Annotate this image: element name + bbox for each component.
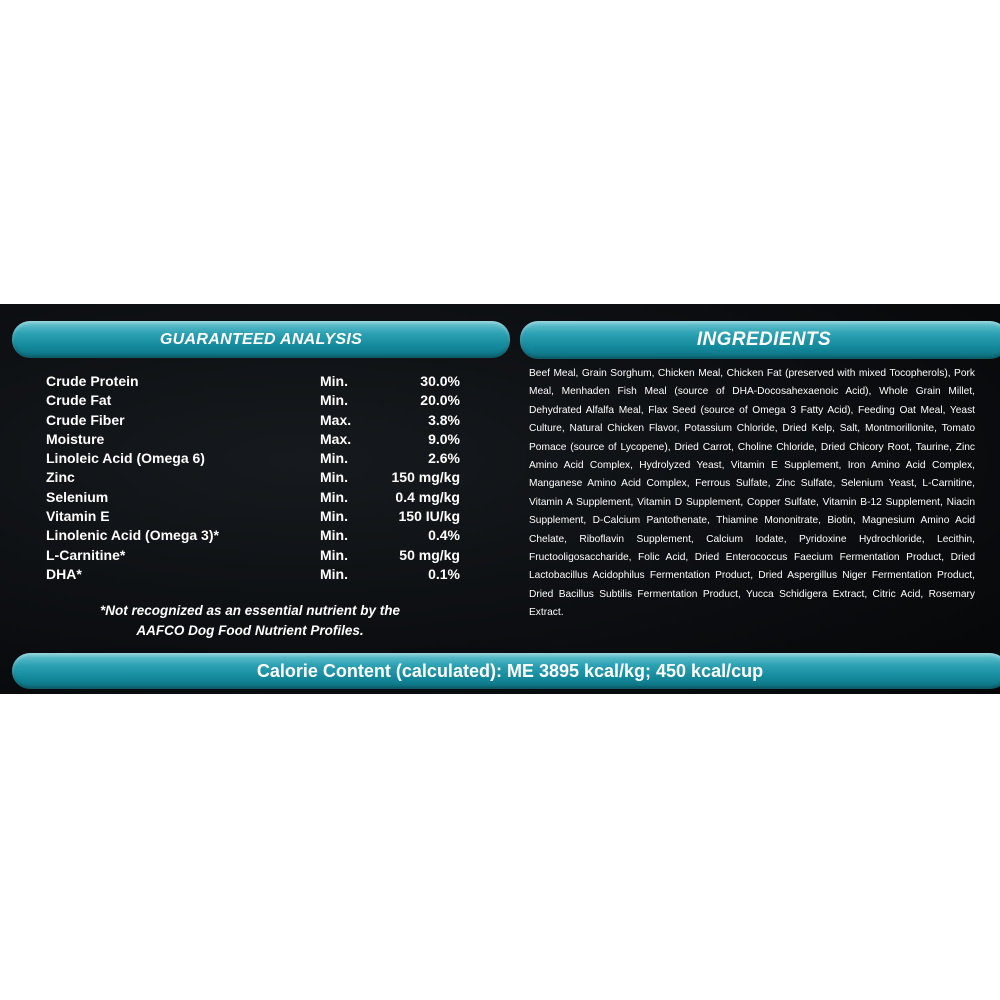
- nutrient-value: 0.1%: [428, 565, 460, 582]
- analysis-row: [46, 391, 466, 410]
- analysis-row: [46, 468, 466, 487]
- analysis-row: [46, 372, 466, 391]
- nutrient-value: 30.0%: [420, 373, 460, 389]
- nutrient-limit: Min.: [320, 508, 348, 525]
- analysis-row: [46, 488, 466, 507]
- nutrient-limit: Min.: [320, 488, 348, 505]
- nutrient-limit: Min.: [320, 373, 348, 389]
- analysis-row: [46, 430, 466, 449]
- nutrient-limit: Min.: [320, 565, 348, 582]
- analysis-row: [46, 546, 466, 565]
- nutrient-limit: Max.: [320, 411, 352, 428]
- ingredients-header: INGREDIENTS: [520, 321, 1000, 359]
- guaranteed-analysis-header: GUARANTEED ANALYSIS: [12, 321, 510, 358]
- analysis-row: [46, 565, 466, 584]
- aafco-footnote: *Not recognized as an essential nutrient by the AAFCO Dog Food Nutrient Profiles.: [99, 603, 401, 638]
- nutrient-name: Linoleic Acid (Omega 6): [46, 450, 205, 467]
- nutrient-value: 150 mg/kg: [391, 469, 460, 486]
- analysis-row: [46, 507, 466, 526]
- analysis-row: [46, 449, 466, 468]
- nutrient-value: 2.6%: [428, 450, 460, 467]
- nutrient-name: Crude Fiber: [46, 411, 125, 428]
- nutrient-value: 0.4%: [428, 527, 460, 544]
- nutrient-limit: Max.: [320, 430, 352, 447]
- nutrient-name: Moisture: [46, 430, 105, 447]
- nutrient-value: 0.4 mg/kg: [395, 488, 460, 505]
- analysis-row: [46, 411, 466, 430]
- nutrient-name: Crude Protein: [46, 373, 139, 389]
- nutrient-name: Selenium: [46, 488, 109, 505]
- nutrient-limit: Min.: [320, 469, 348, 486]
- nutrient-value: 20.0%: [420, 392, 460, 409]
- nutrient-name: Linolenic Acid (Omega 3)*: [46, 527, 219, 544]
- nutrient-name: L-Carnitine*: [46, 546, 126, 563]
- analysis-row: [46, 526, 466, 545]
- nutrient-value: 150 IU/kg: [398, 508, 460, 525]
- nutrient-value: 3.8%: [428, 411, 460, 428]
- nutrient-limit: Min.: [320, 450, 348, 467]
- calorie-content-banner: Calorie Content (calculated): ME 3895 kcal/kg; 450 kcal/cup: [12, 653, 1000, 689]
- nutrient-value: 50 mg/kg: [399, 546, 460, 563]
- nutrient-limit: Min.: [320, 392, 348, 409]
- nutrient-name: Zinc: [46, 469, 75, 486]
- nutrition-label-panel: [0, 304, 1000, 694]
- nutrient-limit: Min.: [320, 546, 348, 563]
- nutrient-name: Vitamin E: [46, 508, 110, 525]
- nutrient-value: 9.0%: [428, 430, 460, 447]
- nutrient-name: Crude Fat: [46, 392, 112, 409]
- nutrient-name: DHA*: [46, 565, 82, 582]
- guaranteed-analysis-table: [46, 372, 466, 584]
- nutrient-limit: Min.: [320, 527, 348, 544]
- ingredients-list: Beef Meal, Grain Sorghum, Chicken Meal, Chicken Fat (preserved with mixed Tocopherols), Pork Meal, Menhaden Fish Meal (source of DHA-Docosahexaenoic Acid), Whole Grain Millet, Dehydrated Alfalfa Meal, Flax Seed (source of Omega 3 Fatty Acid), Feeding Oat Meal, Yeast Culture, Natural Chicken Flavor, Potassium Chloride, Dried Kelp, Salt, Montmorillonite, Tomato Pomace (source of Lycopene), Dried Carrot, Choline Chloride, Dried Chicory Root, Taurine, Zinc Amino Acid Complex, Hydrolyzed Yeast, Vitamin E Supplement, Iron Amino Acid Complex, Manganese Amino Acid Complex, Ferrous Sulfate, Zinc Sulfate, Selenium Yeast, L-Carnitine, Vitamin A Supplement, Vitamin D Supplement, Copper Sulfate, Vitamin B-12 Supplement, Niacin Supplement, D-Calcium Pantothenate, Thiamine Mononitrate, Biotin, Magnesium Amino Acid Chelate, Riboflavin Supplement, Calcium Iodate, Pyridoxine Hydrochloride, Lecithin, Fructooligosaccharide, Folic Acid, Dried Enterococcus Faecium Fermentation Product, Dried Lactobacillus Acidophilus Fermentation Product, Dried Aspergillus Niger Fermentation Product, Dried Bacillus Subtilis Fermentation Product, Yucca Schidigera Extract, Citric Acid, Rosemary Extract.: [529, 368, 975, 619]
